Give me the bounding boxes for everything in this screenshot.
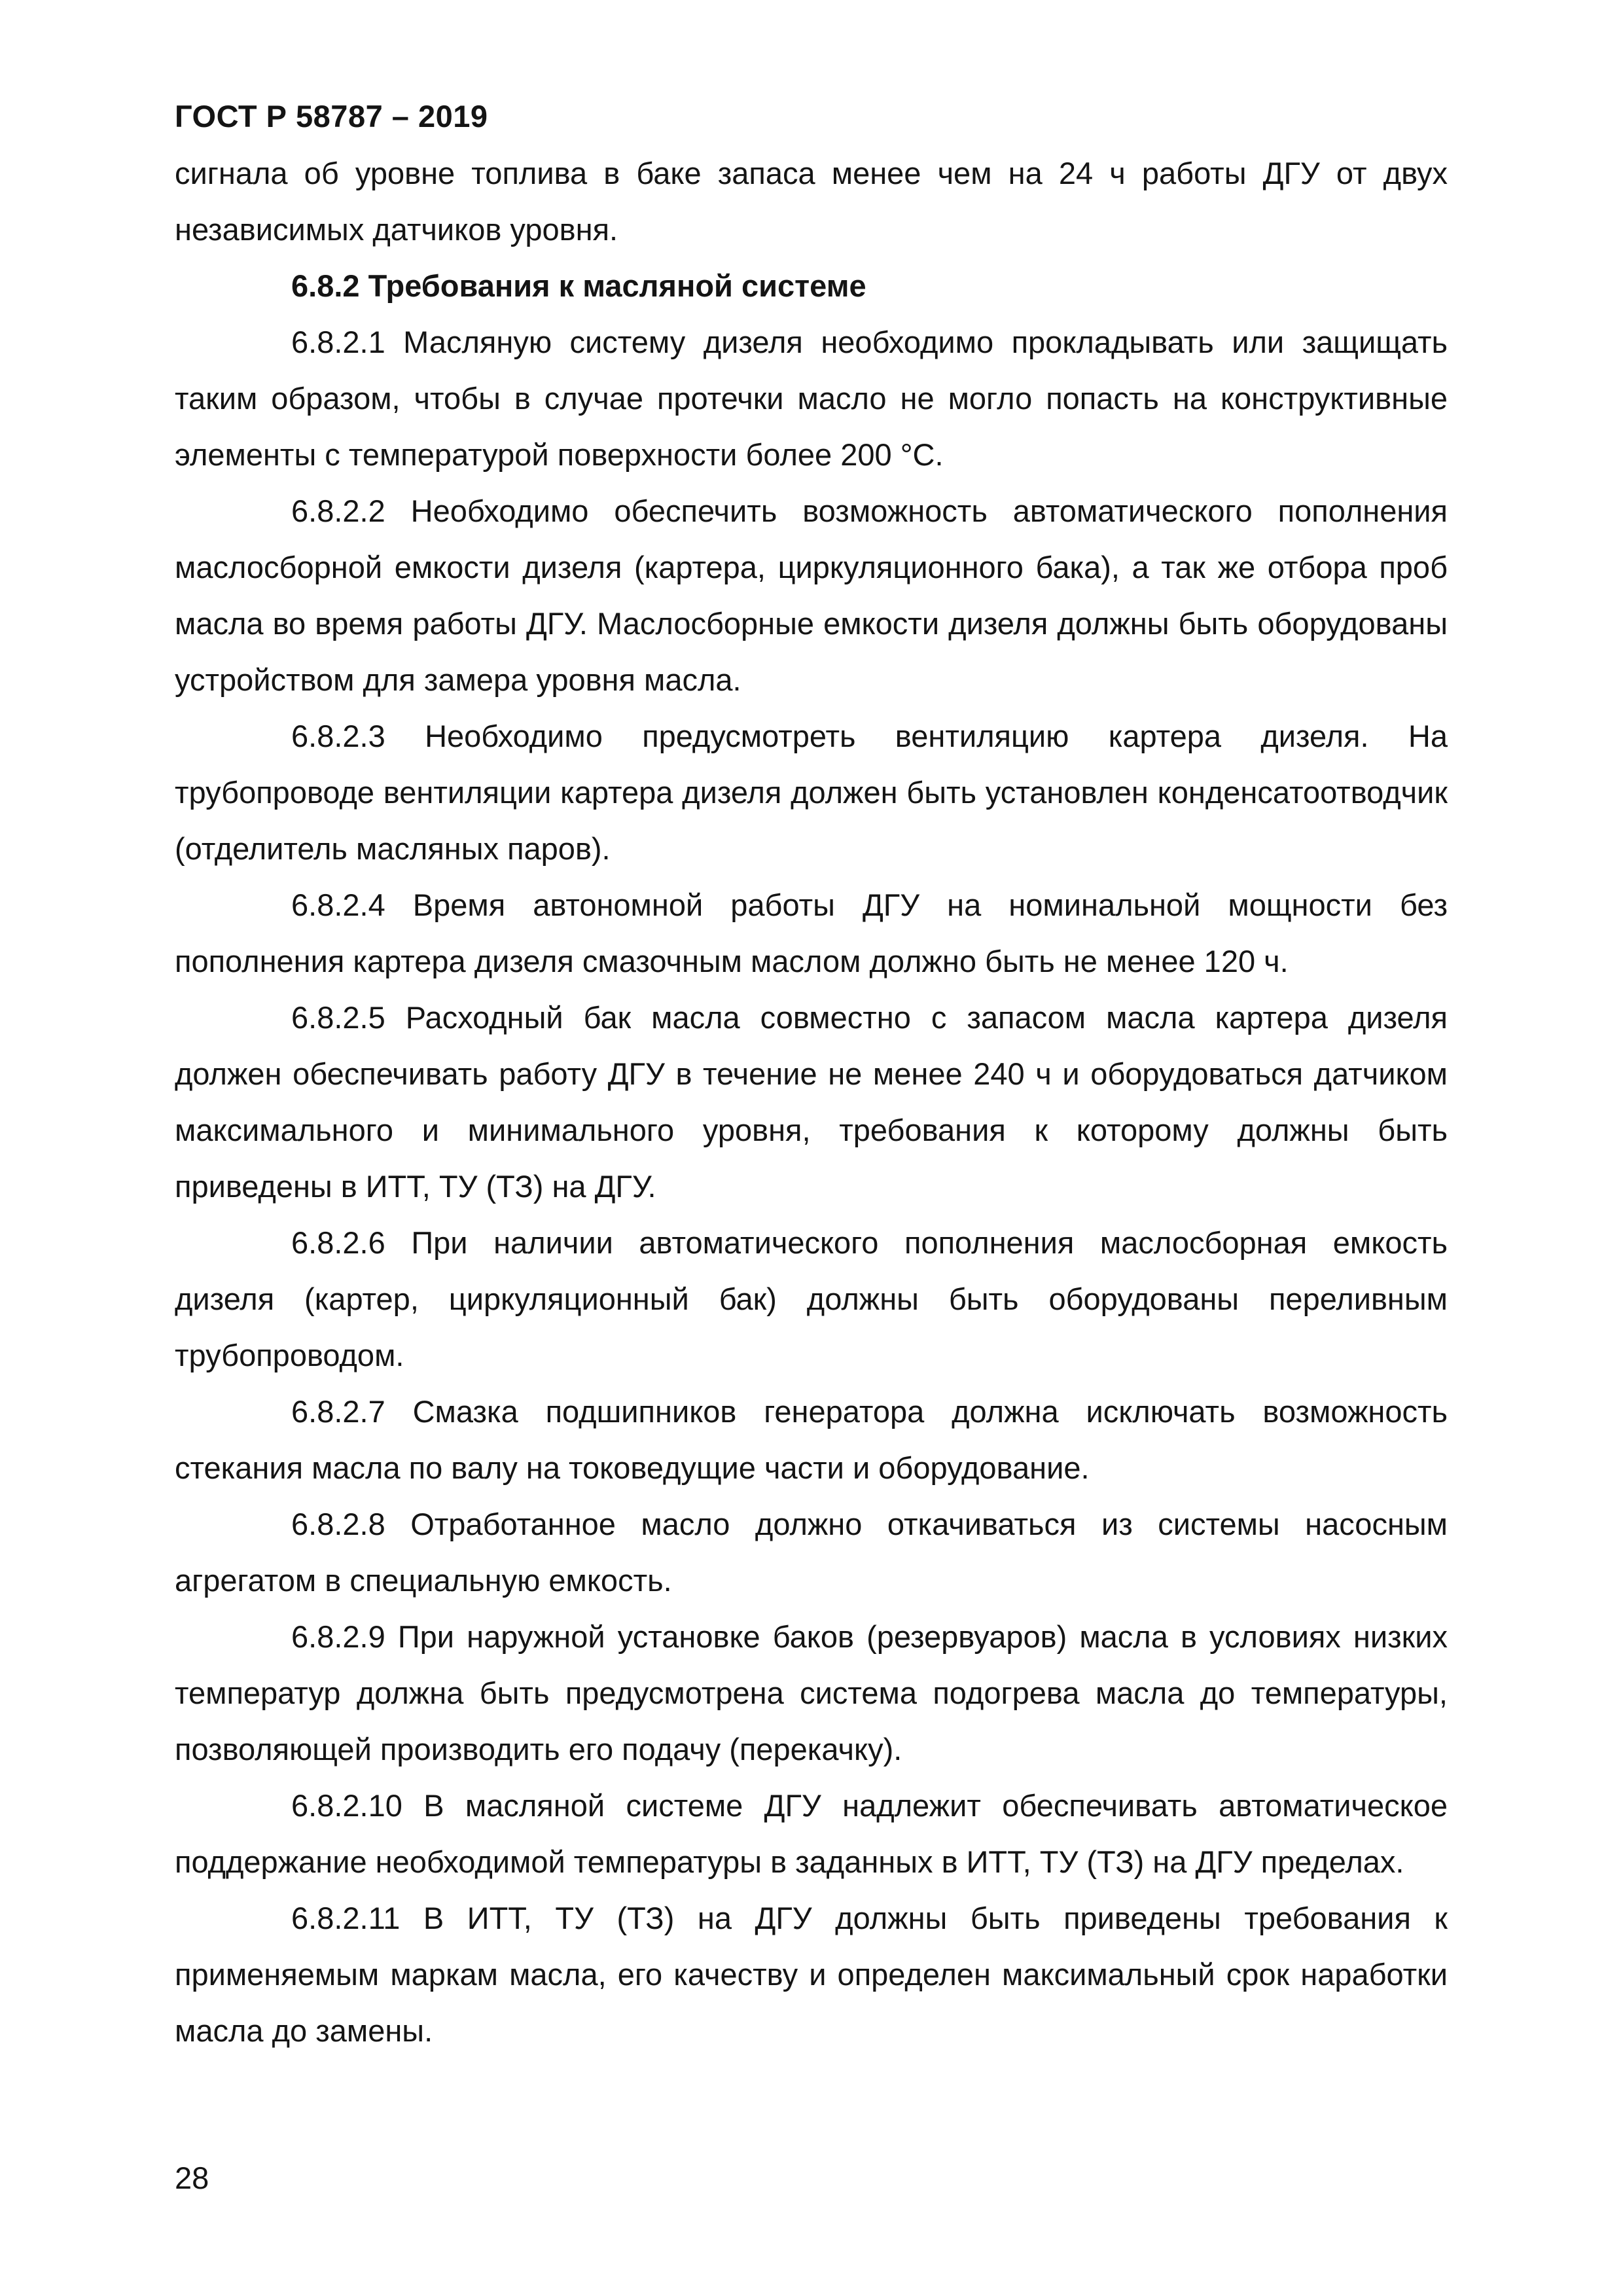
paragraph-6-8-2-3: 6.8.2.3 Необходимо предусмотреть вентиляцию картера дизеля. На трубопроводе вентиляции картера дизеля должен быть установлен конденсатоотводчик (отделитель масляных паров). [175,719,1448,866]
intro-paragraph: сигнала об уровне топлива в баке запаса менее чем на 24 ч работы ДГУ от двух независимых датчиков уровня. [175,156,1448,247]
paragraph-6-8-2-6: 6.8.2.6 При наличии автоматического пополнения маслосборная емкость дизеля (картер, циркуляционный бак) должны быть оборудованы переливным трубопроводом. [175,1225,1448,1372]
document-header: ГОСТ Р 58787 – 2019 [175,99,488,134]
page-number: 28 [175,2161,209,2195]
paragraph-6-8-2-5: 6.8.2.5 Расходный бак масла совместно с запасом масла картера дизеля должен обеспечивать работу ДГУ в течение не менее 240 ч и оборудоваться датчиком максимального и минимального уровня, требования к которому должны быть приведены в ИТТ, ТУ (ТЗ) на ДГУ. [175,1000,1448,1204]
paragraph-6-8-2-1: 6.8.2.1 Масляную систему дизеля необходимо прокладывать или защищать таким образом, чтобы в случае протечки масло не могло попасть на конструктивные элементы с температурой поверхности более 200 °С. [175,325,1448,472]
paragraph-6-8-2-10: 6.8.2.10 В масляной системе ДГУ надлежит обеспечивать автоматическое поддержание необходимой температуры в заданных в ИТТ, ТУ (ТЗ) на ДГУ пределах. [175,1788,1448,1879]
paragraph-6-8-2-9: 6.8.2.9 При наружной установке баков (резервуаров) масла в условиях низких температур должна быть предусмотрена система подогрева масла до температуры, позволяющей производить его подачу (перекачку). [175,1619,1448,1767]
paragraph-6-8-2-8: 6.8.2.8 Отработанное масло должно откачиваться из системы насосным агрегатом в специальную емкость. [175,1507,1448,1598]
document-body [175,145,1448,2059]
section-heading: 6.8.2 Требования к масляной системе [291,268,866,303]
paragraph-6-8-2-7: 6.8.2.7 Смазка подшипников генератора должна исключать возможность стекания масла по валу на токоведущие части и оборудование. [175,1394,1448,1485]
paragraph-6-8-2-2: 6.8.2.2 Необходимо обеспечить возможность автоматического пополнения маслосборной емкости дизеля (картера, циркуляционного бака), а так же отбора проб масла во время работы ДГУ. Маслосборные емкости дизеля должны быть оборудованы устройством для замера уровня масла. [175,493,1448,697]
paragraph-6-8-2-4: 6.8.2.4 Время автономной работы ДГУ на номинальной мощности без пополнения картера дизеля смазочным маслом должно быть не менее 120 ч. [175,888,1448,978]
paragraph-6-8-2-11: 6.8.2.11 В ИТТ, ТУ (ТЗ) на ДГУ должны быть приведены требования к применяемым маркам масла, его качеству и определен максимальный срок наработки масла до замены. [175,1901,1448,2048]
